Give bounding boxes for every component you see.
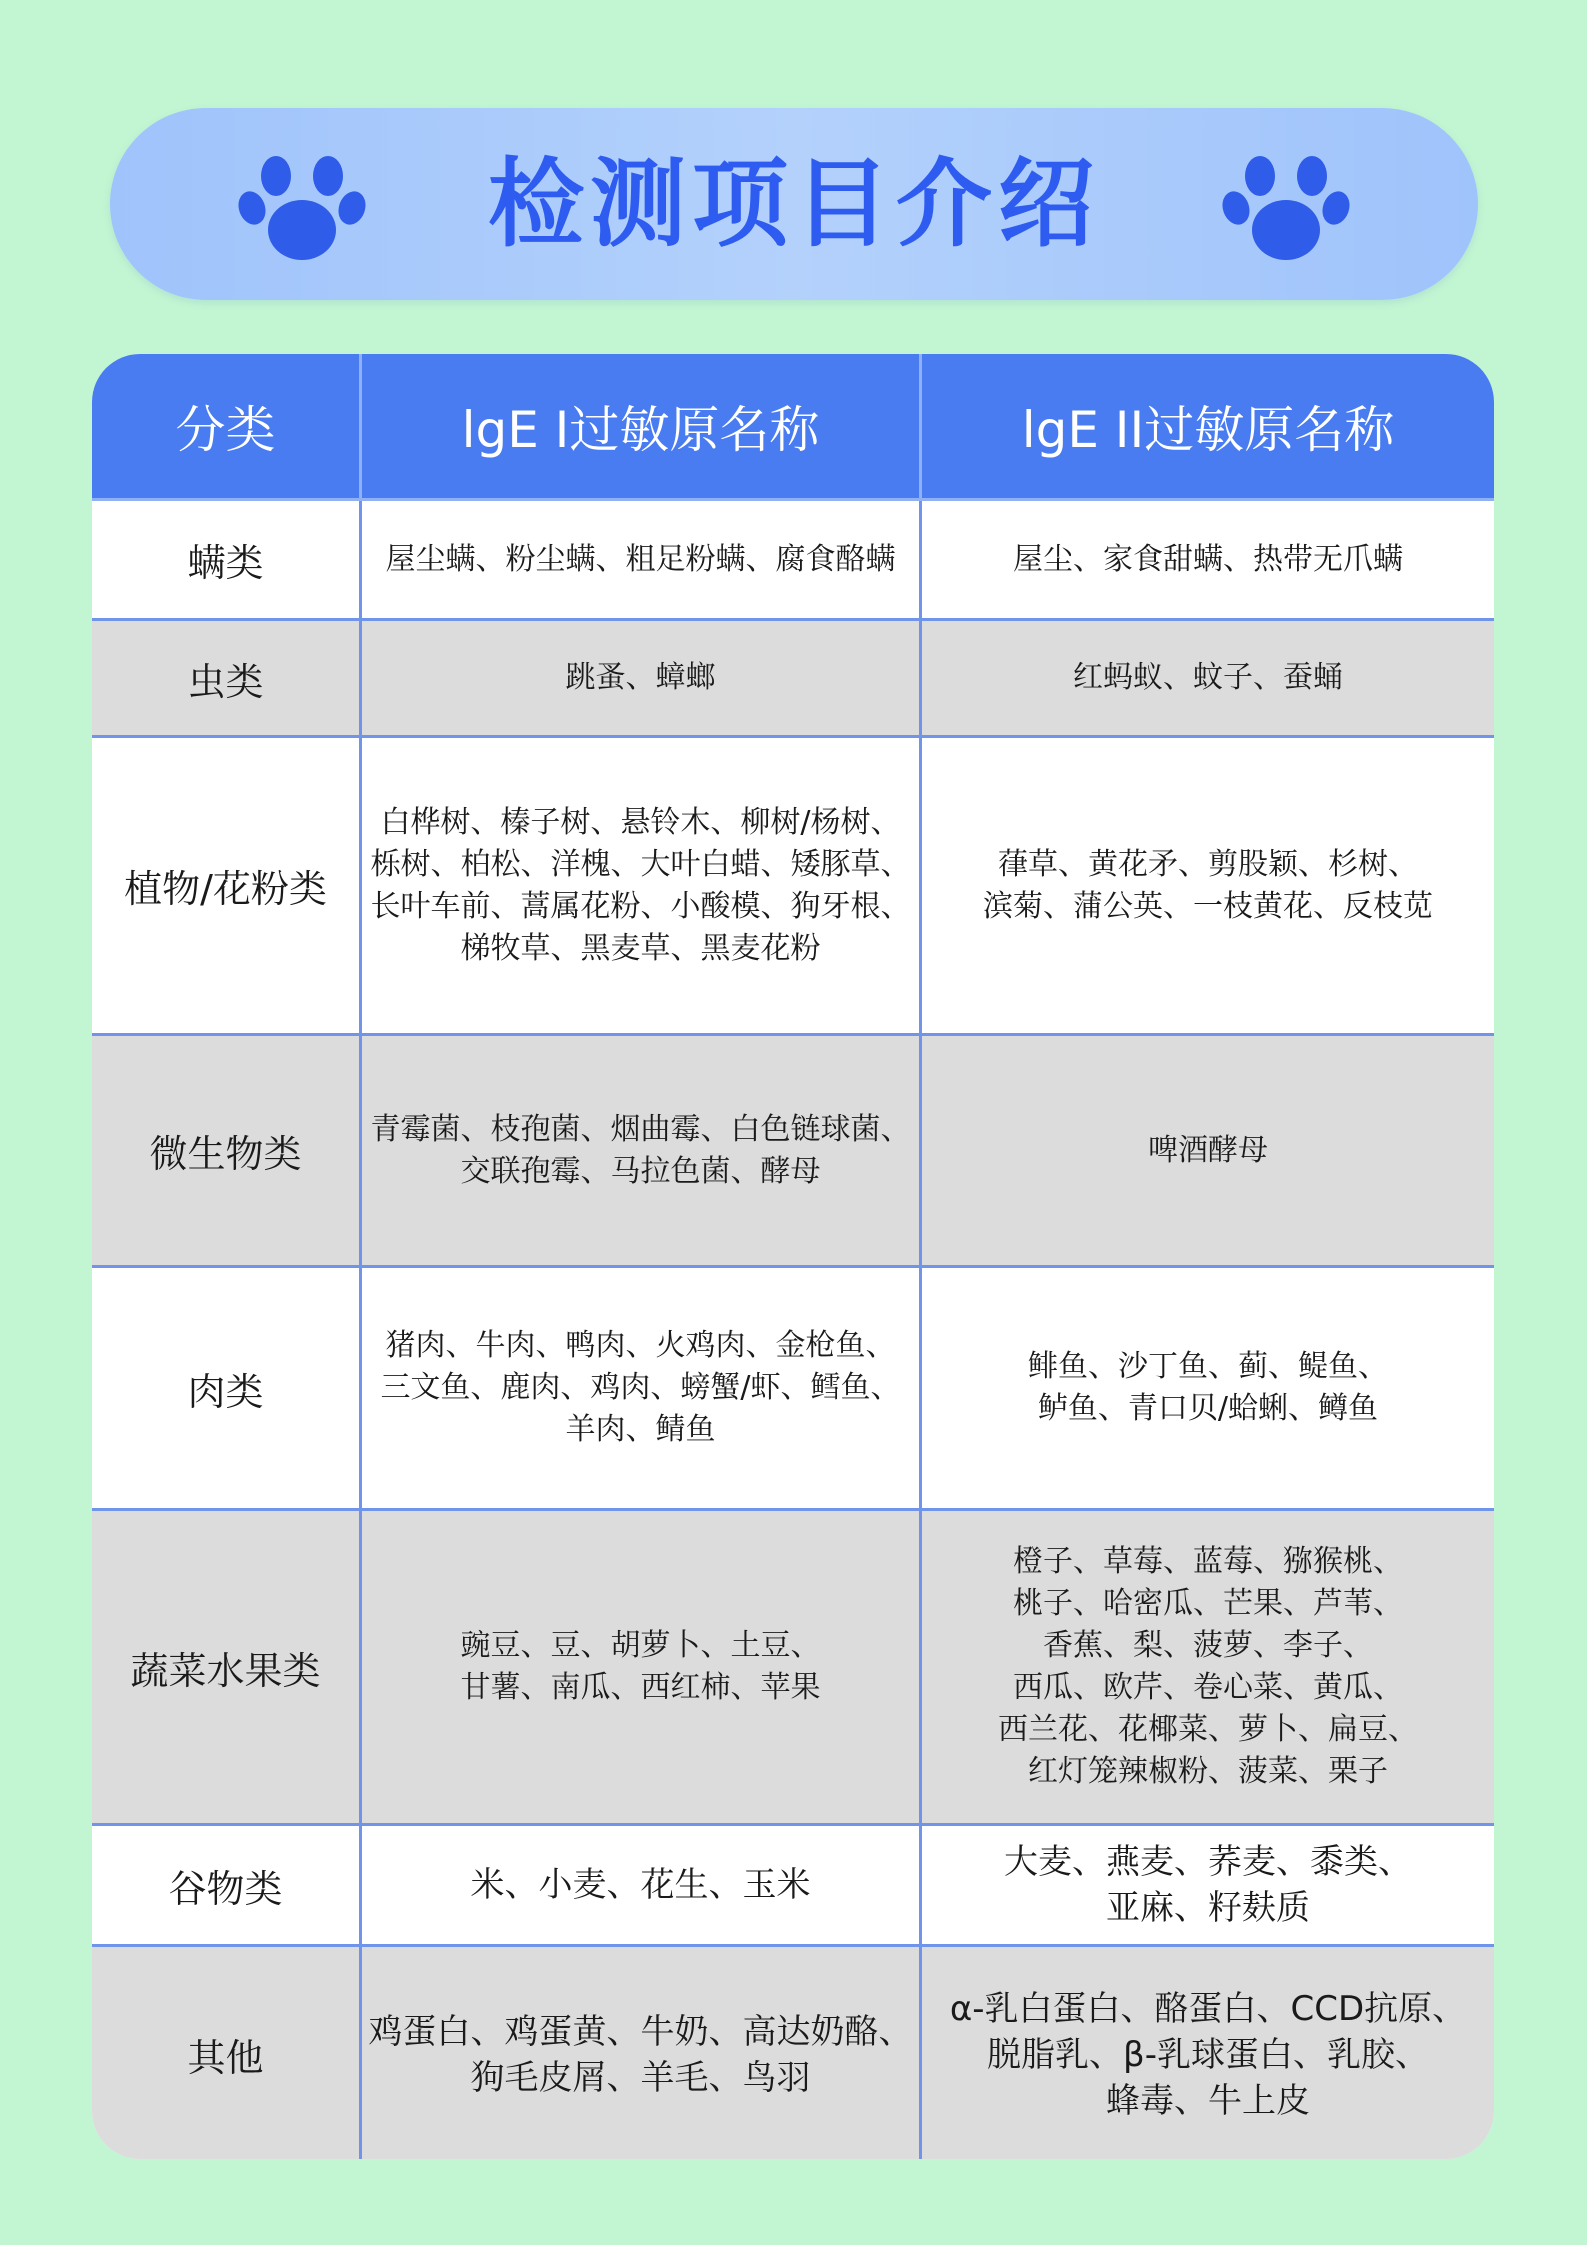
allergen-line: 屋尘螨、粉尘螨、粗足粉螨、腐食酪螨 — [385, 541, 896, 577]
allergen-line: α-乳白蛋白、酪蛋白、CCD抗原、 — [949, 1988, 1467, 2029]
allergen-line: 红灯笼辣椒粉、菠菜、栗子 — [1028, 1754, 1388, 1789]
ige2-allergen-cell — [922, 501, 1494, 621]
allergen-line: 豌豆、豆、胡萝卜、土豆、 — [460, 1628, 821, 1663]
allergen-line: 米、小麦、花生、玉米 — [470, 1865, 811, 1905]
ige2-allergen-cell — [922, 1268, 1494, 1511]
ige1-allergen-cell — [362, 1511, 922, 1826]
ige2-allergen-cell — [922, 1511, 1494, 1826]
ige2-allergen-cell — [922, 621, 1494, 738]
allergen-line: 狗毛皮屑、羊毛、鸟羽 — [470, 2057, 811, 2098]
allergen-line: 西瓜、欧芹、卷心菜、黄瓜、 — [1013, 1670, 1403, 1705]
allergen-line: 桃子、哈密瓜、芒果、芦苇、 — [1013, 1586, 1403, 1621]
ige2-allergen-cell — [922, 1947, 1494, 2159]
category-cell: 植物/花粉类 — [92, 738, 362, 1036]
ige1-allergen-cell — [362, 738, 922, 1036]
allergen-line: 栎树、柏松、洋槐、大叶白蜡、矮豚草、 — [370, 846, 911, 882]
allergen-line: 猪肉、牛肉、鸭肉、火鸡肉、金枪鱼、 — [385, 1328, 896, 1363]
ige2-allergen-cell — [922, 1036, 1494, 1268]
allergen-line: 鲈鱼、青口贝/蛤蜊、鳟鱼 — [1037, 1391, 1379, 1426]
category-cell: 螨类 — [92, 501, 362, 621]
paw-icon — [1222, 144, 1350, 268]
allergen-line: 羊肉、鲭鱼 — [565, 1412, 716, 1447]
allergen-line: 鸡蛋白、鸡蛋黄、牛奶、高达奶酪、 — [368, 2011, 913, 2052]
allergen-table — [92, 354, 1494, 2159]
ige2-allergen-cell — [922, 1826, 1494, 1947]
column-header-ige2: lgE II过敏原名称 — [922, 354, 1494, 501]
allergen-line: 亚麻、籽麸质 — [1106, 1888, 1310, 1928]
allergen-line: 屋尘、家食甜螨、热带无爪螨 — [1013, 541, 1403, 577]
allergen-line: 滨菊、蒲公英、一枝黄花、反枝苋 — [983, 888, 1433, 924]
allergen-table-card — [92, 354, 1494, 2159]
column-header-category: 分类 — [92, 354, 362, 501]
allergen-line: 长叶车前、蒿属花粉、小酸模、狗牙根、 — [370, 888, 911, 924]
allergen-line: 三文鱼、鹿肉、鸡肉、螃蟹/虾、鳕鱼、 — [380, 1370, 901, 1405]
page-title: 检测项目介绍 — [488, 148, 1100, 260]
allergen-line: 交联孢霉、马拉色菌、酵母 — [460, 1153, 821, 1189]
category-cell: 微生物类 — [92, 1036, 362, 1268]
allergen-line: 梯牧草、黑麦草、黑麦花粉 — [460, 930, 821, 966]
allergen-line: 大麦、燕麦、荞麦、黍类、 — [1004, 1842, 1412, 1882]
allergen-line: 西兰花、花椰菜、萝卜、扁豆、 — [998, 1712, 1418, 1747]
ige1-allergen-cell — [362, 1036, 922, 1268]
title-banner — [110, 108, 1478, 300]
category-cell: 蔬菜水果类 — [92, 1511, 362, 1826]
column-header-ige1: lgE I过敏原名称 — [362, 354, 922, 501]
ige2-allergen-cell — [922, 738, 1494, 1036]
category-cell: 肉类 — [92, 1268, 362, 1511]
allergen-line: 青霉菌、枝孢菌、烟曲霉、白色链球菌、 — [370, 1111, 911, 1147]
allergen-line: 蜂毒、牛上皮 — [1106, 2080, 1310, 2121]
category-cell: 虫类 — [92, 621, 362, 738]
allergen-line: 橙子、草莓、蓝莓、猕猴桃、 — [1013, 1544, 1403, 1579]
ige1-allergen-cell — [362, 1947, 922, 2159]
allergen-line: 红蚂蚁、蚊子、蚕蛹 — [1073, 660, 1343, 695]
category-cell: 其他 — [92, 1947, 362, 2159]
ige1-allergen-cell — [362, 1826, 922, 1947]
ige1-allergen-cell — [362, 1268, 922, 1511]
allergen-line: 香蕉、梨、菠萝、李子、 — [1043, 1628, 1373, 1663]
allergen-line: 白桦树、榛子树、悬铃木、柳树/杨树、 — [380, 804, 901, 840]
allergen-line: 鲱鱼、沙丁鱼、蓟、鳀鱼、 — [1028, 1349, 1388, 1384]
ige1-allergen-cell — [362, 501, 922, 621]
ige1-allergen-cell — [362, 621, 922, 738]
allergen-line: 葎草、黄花矛、剪股颖、杉树、 — [998, 846, 1418, 882]
allergen-line: 跳蚤、蟑螂 — [565, 660, 716, 695]
category-cell: 谷物类 — [92, 1826, 362, 1947]
allergen-line: 脱脂乳、β-乳球蛋白、乳胶、 — [987, 2034, 1429, 2075]
allergen-line: 啤酒酵母 — [1148, 1132, 1268, 1168]
allergen-line: 甘薯、南瓜、西红柿、苹果 — [460, 1670, 821, 1705]
